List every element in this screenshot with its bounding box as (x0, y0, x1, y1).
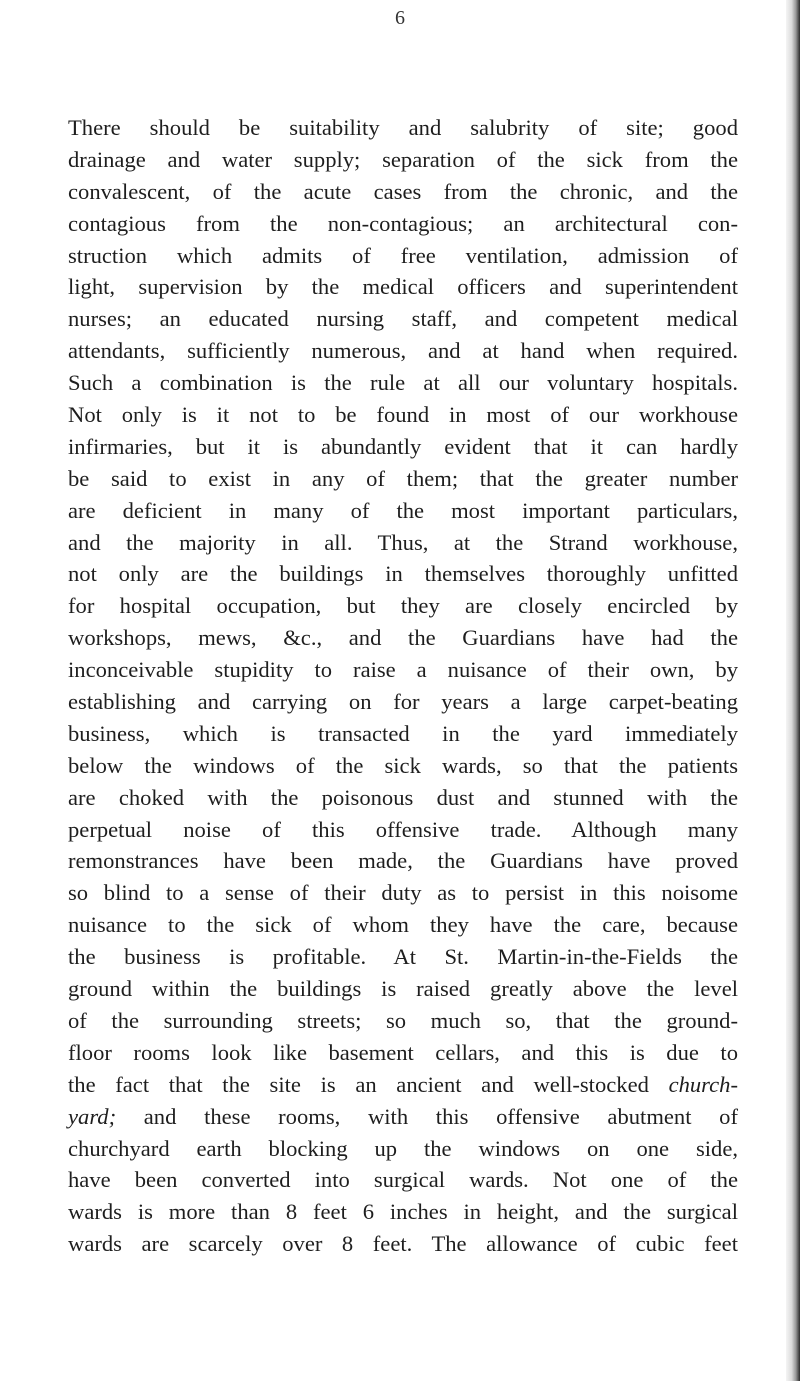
text-line-9: Such a combination is the rule at all our voluntary hospitals. (68, 370, 738, 396)
text-line-25: so blind to a sense of their duty as to persist in this noisome (68, 880, 738, 906)
text-line-24: remonstrances have been made, the Guardians have proved (68, 848, 738, 874)
text-line-19: establishing and carrying on for years a large carpet-beating (68, 689, 738, 715)
text-line-4: contagious from the non-contagious; an architectural con- (68, 210, 738, 236)
text-line-11: infirmaries, but it is abundantly evident that it can hardly (68, 433, 738, 459)
text-line-31-main: the fact that the site is an ancient and well-stocked (68, 1071, 649, 1097)
italic-yard: yard; (68, 1103, 117, 1129)
text-line-29: of the surrounding streets; so much so, that the ground- (68, 1007, 738, 1033)
body-text (68, 112, 738, 1260)
text-line-21: below the windows of the sick wards, so that the patients (68, 752, 738, 778)
text-line-12: be said to exist in any of them; that the greater number (68, 465, 738, 491)
text-line-22: are choked with the poisonous dust and stunned with the (68, 784, 738, 810)
text-line-33: churchyard earth blocking up the windows on one side, (68, 1135, 738, 1161)
text-line-15: not only are the buildings in themselves thoroughly unfitted (68, 561, 738, 587)
text-line-8: attendants, sufficiently numerous, and at hand when required. (68, 338, 738, 364)
text-line-1: There should be suitability and salubrity of site; good (68, 115, 738, 140)
page-edge-shadow (786, 0, 800, 1381)
text-line-20: business, which is transacted in the yard immediately (68, 720, 738, 746)
italic-church: church- (668, 1071, 738, 1097)
text-line-27: the business is profitable. At St. Martin-in-the-Fields the (68, 944, 738, 970)
text-line-16: for hospital occupation, but they are closely encircled by (68, 593, 738, 619)
text-line-7: nurses; an educated nursing staff, and competent medical (68, 306, 738, 332)
text-line-34: have been converted into surgical wards. Not one of the (68, 1167, 738, 1193)
text-line-32-rest: and these rooms, with this offensive abutment of (116, 1103, 738, 1129)
text-line-13: are deficient in many of the most important particulars, (68, 497, 738, 523)
text-line-31 (68, 1069, 738, 1101)
text-line-5: struction which admits of free ventilation, admission of (68, 242, 738, 268)
text-line-32 (68, 1101, 738, 1133)
page-number: 6 (395, 7, 405, 29)
text-line-2: drainage and water supply; separation of the sick from the (68, 146, 738, 172)
text-line-30: floor rooms look like basement cellars, and this is due to (68, 1039, 738, 1065)
text-line-23: perpetual noise of this offensive trade. Although many (68, 816, 738, 842)
text-line-35: wards is more than 8 feet 6 inches in height, and the surgical (68, 1199, 738, 1225)
text-line-26: nuisance to the sick of whom they have the care, because (68, 912, 738, 938)
text-line-28: ground within the buildings is raised greatly above the level (68, 976, 738, 1002)
text-line-17: workshops, mews, &c., and the Guardians have had the (68, 625, 738, 651)
text-line-36: wards are scarcely over 8 feet. The allowance of cubic feet (68, 1231, 738, 1257)
text-line-6: light, supervision by the medical officers and superintendent (68, 274, 738, 300)
text-line-10: Not only is it not to be found in most of our workhouse (68, 402, 738, 428)
text-line-18: inconceivable stupidity to raise a nuisance of their own, by (68, 657, 738, 683)
text-line-3: convalescent, of the acute cases from the chronic, and the (68, 178, 738, 204)
text-line-14: and the majority in all. Thus, at the Strand workhouse, (68, 529, 738, 555)
